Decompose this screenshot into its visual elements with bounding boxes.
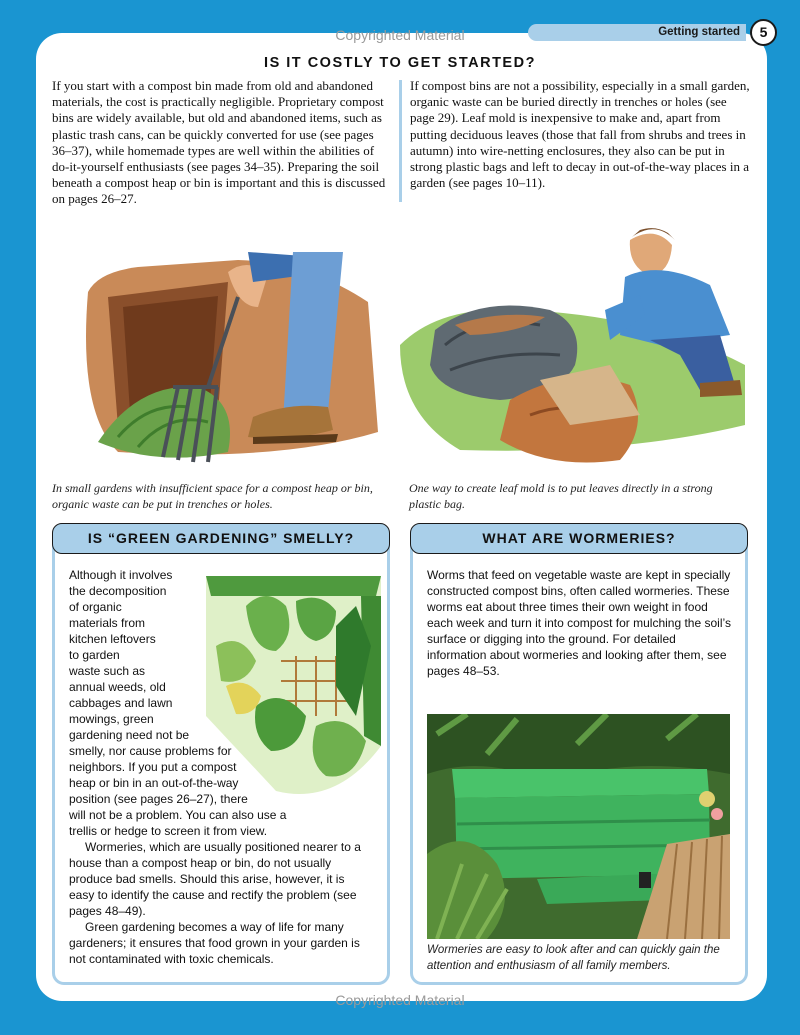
leaf-bag-illustration xyxy=(400,215,750,475)
page-number: 5 xyxy=(750,19,777,46)
text-line: Although it involves xyxy=(69,568,173,582)
text-line: neighbors. If you put a compost xyxy=(69,760,237,774)
text-line: waste such as xyxy=(69,664,146,678)
wormeries-box-heading: WHAT ARE WORMERIES? xyxy=(410,523,748,554)
smelly-paragraph-2: Wormeries, which are usually positioned nearer to a house than a compost heap or bin, do not usually produce bad smells. Should this arise, however, it is easy to identify the cause and rectify the problem (see pages 48–49). xyxy=(69,840,361,918)
text-line: trellis or hedge to screen it from view. xyxy=(69,824,268,838)
section-title: Getting started xyxy=(528,24,746,41)
wormery-photo xyxy=(427,714,730,939)
text-line: annual weeds, old xyxy=(69,680,166,694)
text-line: will not be a problem. You can also use a xyxy=(69,808,287,822)
text-line: the decomposition xyxy=(69,584,167,598)
leaf-bag-caption: One way to create leaf mold is to put leaves directly in a strong plastic bag. xyxy=(409,481,713,511)
watermark-bottom: Copyrighted Material xyxy=(335,992,465,1008)
text-line: position (see pages 26–27), there xyxy=(69,792,248,806)
text-line: gardening need not be xyxy=(69,728,190,742)
intro-right-paragraph: If compost bins are not a possibility, especially in a small garden, organic waste can be buried directly in trenches or holes (see page 29). Leaf mold is inexpensive to make and, apart from putting deciduous leaves (those that fall from shrubs and trees in autumn) into wire-netting enclosures, they also can be put in strong plastic bags and left to decay in out-of-the-way places in a garden (see pages 10–11). xyxy=(410,78,750,191)
smelly-paragraph-3: Green gardening becomes a way of life for many gardeners; it ensures that food grown in your garden is not contaminated with toxic chemicals. xyxy=(69,920,360,966)
wormery-photo-caption: Wormeries are easy to look after and can quickly gain the attention and enthusiasm of all family members. xyxy=(427,944,720,972)
wormeries-body: Worms that feed on vegetable waste are kept in specially constructed compost bins, often called wormeries. These worms eat about three times their own weight in food each week and turn it into compost for mulching the soil’s surface or digging into the ground. For detailed information about wormeries and looking after them, see pages 48–53. xyxy=(427,568,731,678)
main-heading: IS IT COSTLY TO GET STARTED? xyxy=(264,55,536,71)
smelly-box-heading: IS “GREEN GARDENING” SMELLY? xyxy=(52,523,390,554)
watermark-top: Copyrighted Material xyxy=(335,27,465,43)
intro-left-paragraph: If you start with a compost bin made from old and abandoned materials, the cost is practically negligible. Proprietary compost bins are widely available, but old and abandoned items, such as plastic trash cans, can be quickly converted for use (see pages 36–37), while homemade types are well within the abilities of do-it-yourself enthusiasts (see pages 34–35). Preparing the soil beneath a compost heap or bin is important and this is discussed on pages 26–27. xyxy=(52,78,386,207)
text-line: materials from xyxy=(69,616,146,630)
trench-caption: In small gardens with insufficient space for a compost heap or bin, organic waste can be put in trenches or holes. xyxy=(52,481,373,511)
text-line: mowings, green xyxy=(69,712,154,726)
smelly-wrapped-text xyxy=(69,567,369,839)
text-line: of organic xyxy=(69,600,122,614)
text-line: smelly, nor cause problems for xyxy=(69,744,232,758)
text-line: kitchen leftovers xyxy=(69,632,156,646)
column-divider xyxy=(399,80,402,202)
text-line: to garden xyxy=(69,648,120,662)
text-line: heap or bin in an out-of-the-way xyxy=(69,776,239,790)
trench-illustration xyxy=(78,212,388,474)
text-line: cabbages and lawn xyxy=(69,696,173,710)
smelly-box-body xyxy=(69,567,369,967)
